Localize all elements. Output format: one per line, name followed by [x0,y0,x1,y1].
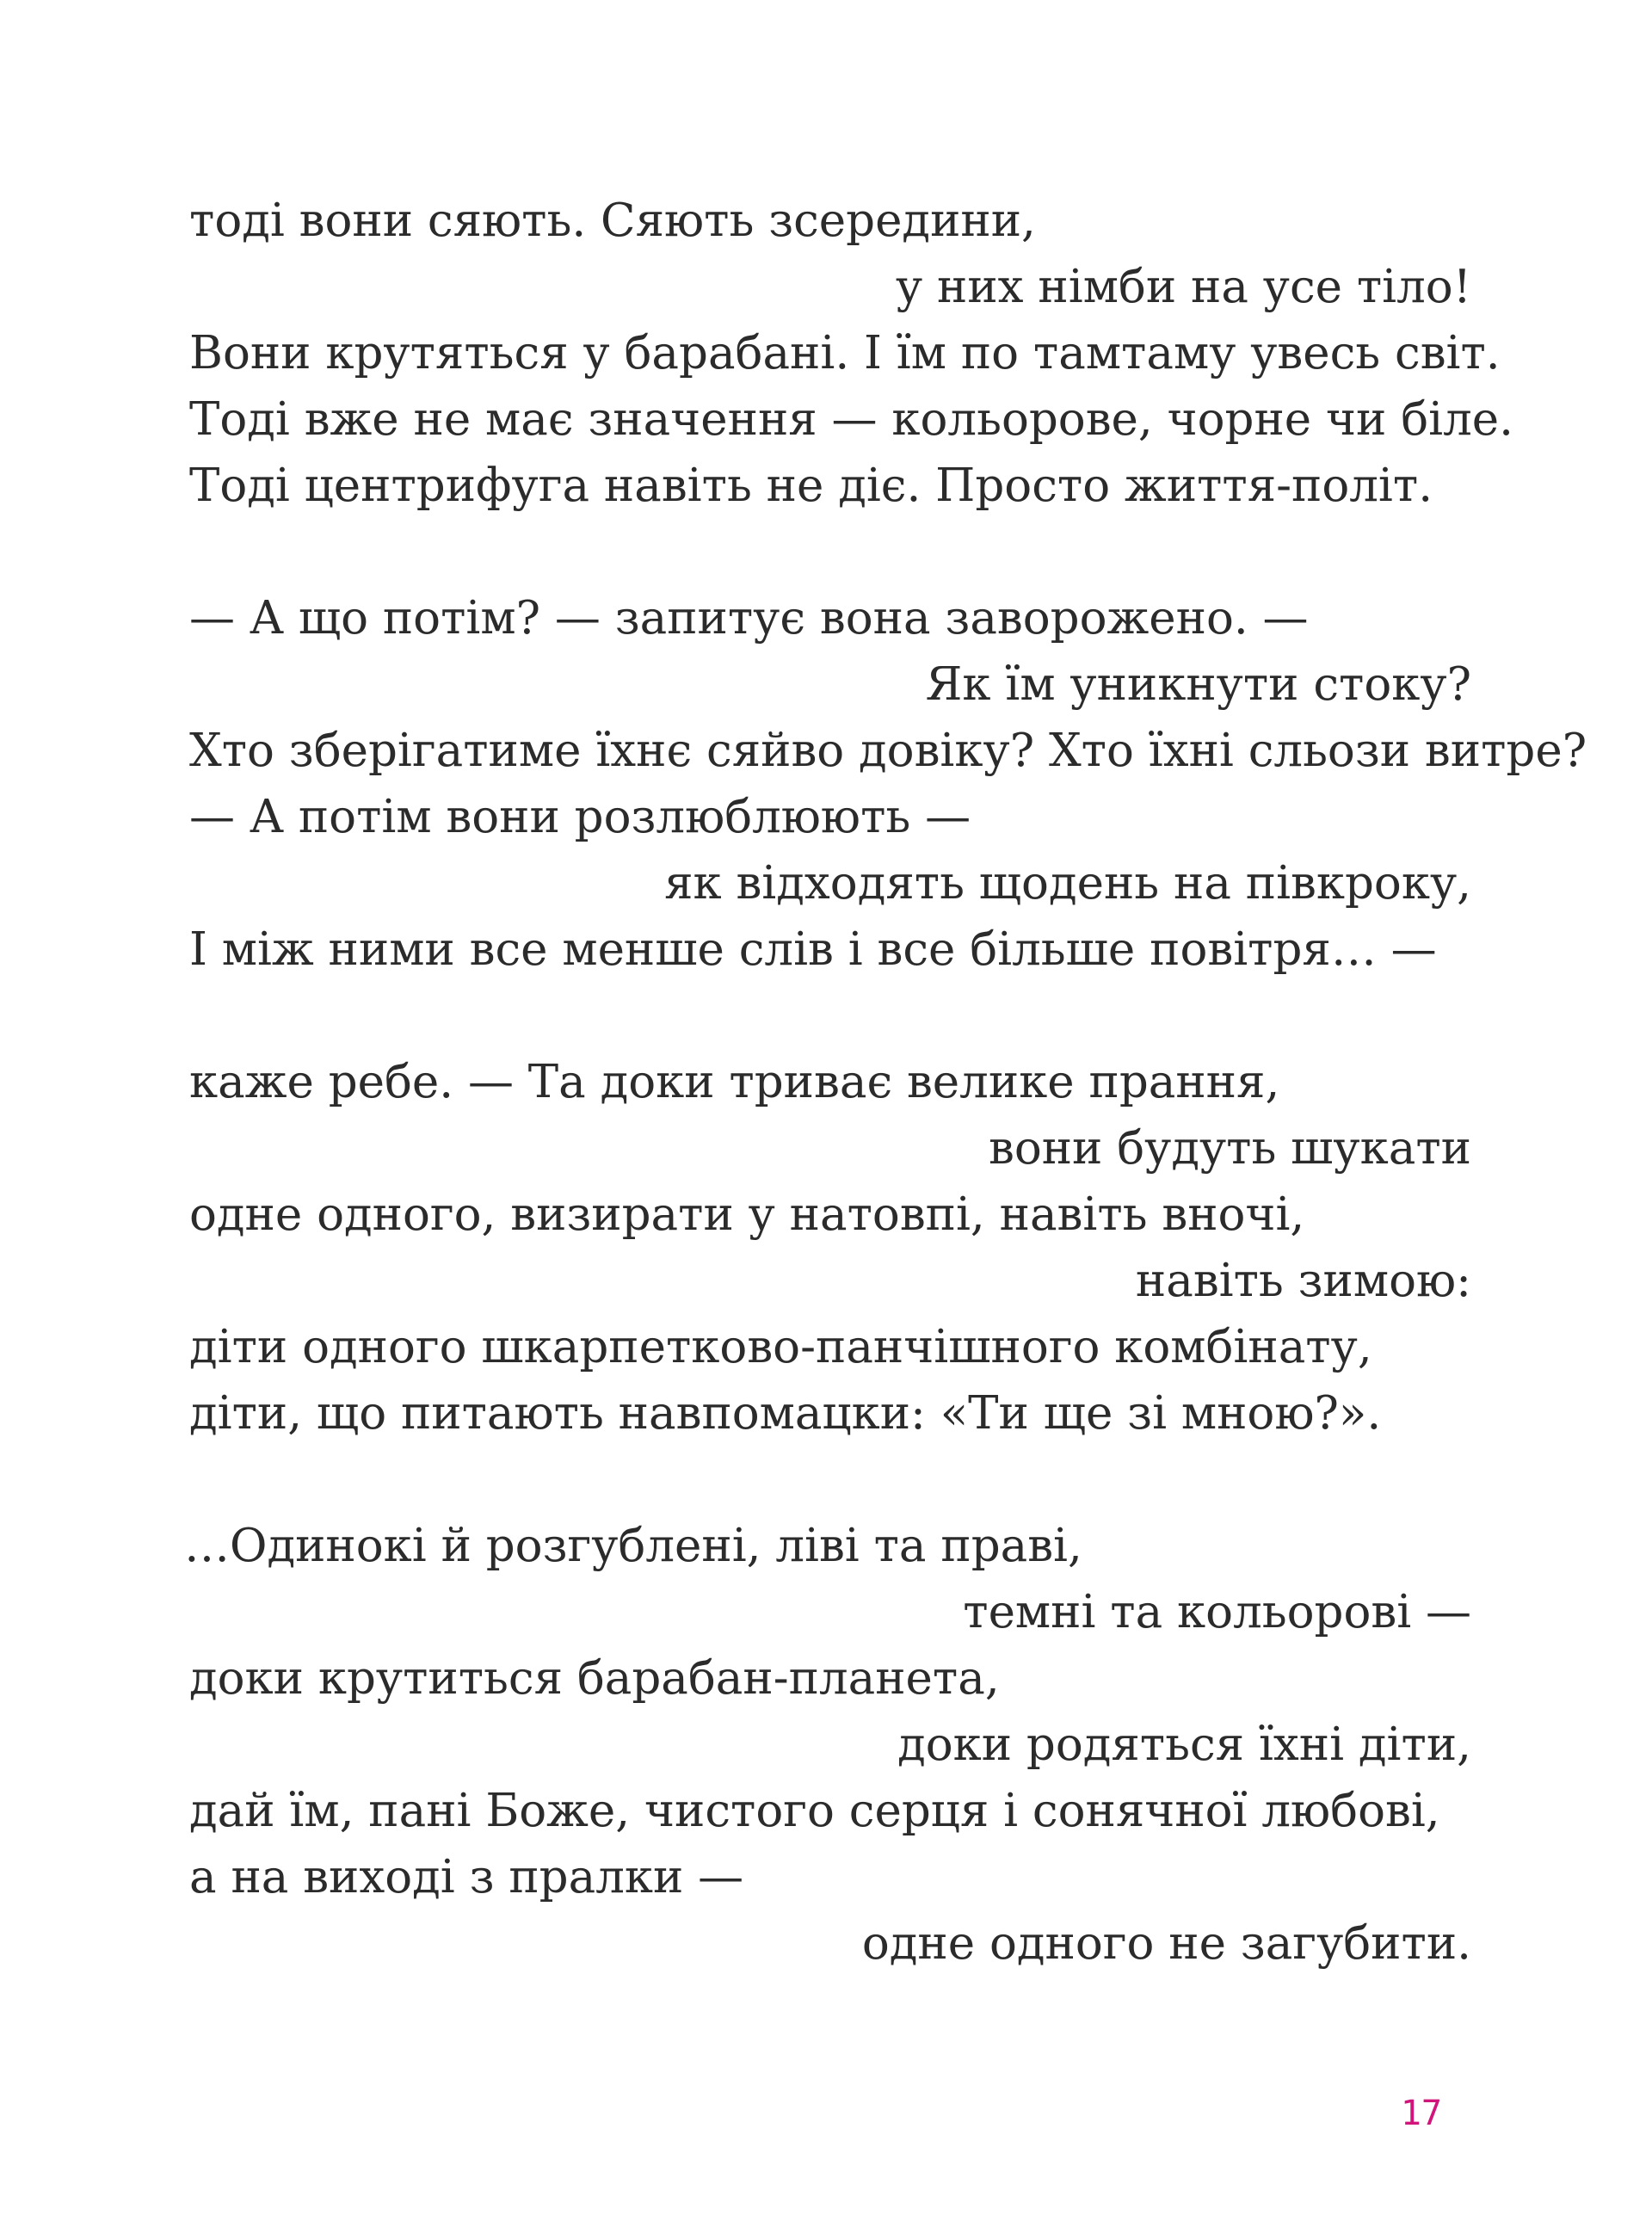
stanza-2 [189,585,1587,983]
stanza-1 [189,188,1513,519]
poem-line: Хто зберігатиме їхнє сяйво довіку? Хто їхні сльози витре? [189,725,1587,777]
poem-line: діти одного шкарпетково-панчішного комбінату, [189,1321,1372,1373]
poem-body [184,188,1587,1977]
poem-line: дай їм, пані Боже, чистого серця і сонячної любові, [189,1785,1440,1837]
poem-line: як відходять щодень на півкроку, [664,857,1471,910]
poem-line: вони будуть шукати [988,1122,1471,1175]
poem-line: а на виході з пралки — [189,1851,744,1903]
poem-line: — А потім вони розлюблюють — [189,791,971,843]
poem-line: діти, що питають навпомацки: «Ти ще зі мною?». [189,1387,1382,1440]
poem-line: темні та кольорові — [963,1586,1471,1638]
poem-line: Вони крутяться у барабані. І їм по тамтаму увесь світ. [189,327,1501,379]
poem-line: доки крутиться барабан-планета, [189,1652,1000,1705]
poem-line: тоді вони сяють. Сяють зсередини, [189,194,1036,247]
poem-line: Як їм уникнути стоку? [925,658,1471,711]
poem-line: каже ребе. — Та доки триває велике прання, [189,1056,1280,1108]
poem-line: Тоді вже не має значення — кольорове, чорне чи біле. [189,393,1513,446]
poem-line: доки родяться їхні діти, [897,1718,1471,1771]
poem-line: у них німби на усе тіло! [896,261,1471,313]
poem-line: Тоді центрифуга навіть не діє. Просто життя-політ. [189,460,1433,512]
poem-line: І між ними все менше слів і все більше повітря… — [189,923,1437,976]
poem-line: …Одинокі й розгублені, ліві та праві, [184,1520,1082,1572]
poem-line: одне одного, визирати у натовпі, навіть вночі, [189,1188,1305,1241]
stanza-4 [184,1513,1489,1977]
stanza-3 [189,1049,1489,1447]
poem-line: одне одного не загубити. [861,1917,1471,1970]
poem-line: навіть зимою: [1135,1255,1471,1307]
poem-line: — А що потім? — запитує вона заворожено. — [189,592,1309,645]
page-number: 17 [1400,2094,1442,2133]
